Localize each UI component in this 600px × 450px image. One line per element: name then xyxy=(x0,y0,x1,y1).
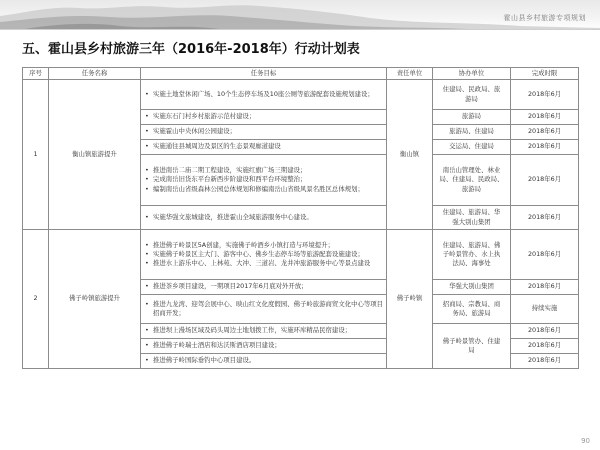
assist-unit-line: 旅游局、住建局 xyxy=(449,127,494,136)
group-number-cell: 2 xyxy=(23,230,49,369)
goal-line xyxy=(145,112,383,121)
assist-unit-line: 旅游局 xyxy=(461,184,482,193)
column-header-goal: 任务目标 xyxy=(141,68,387,80)
goal-line xyxy=(145,175,383,184)
goal-text: 推进南岳二庙二期工程建设，实施红旗广场三期建设； xyxy=(153,166,307,175)
bullet-icon: • xyxy=(145,127,149,136)
goal-text: 实施东石门村乡村旅游示范村建设； xyxy=(153,112,256,121)
deadline-cell: 2018年6月 xyxy=(511,110,579,125)
goal-line xyxy=(145,259,383,268)
document-running-title: 霍山县乡村旅游专项规划 xyxy=(503,14,586,22)
page-title: 五、霍山县乡村旅游三年（2016年-2018年）行动计划表 xyxy=(22,42,360,57)
column-header-responsible: 责任单位 xyxy=(387,68,433,80)
column-header-no: 序号 xyxy=(23,68,49,80)
task-goal-cell xyxy=(141,324,387,339)
deadline-cell: 2018年6月 xyxy=(511,324,579,339)
goal-text: 实施佛子岭景区主大门、游客中心、佛乡生态停车场等旅游配套设施建设； xyxy=(153,249,364,258)
bullet-icon: • xyxy=(145,175,149,184)
goal-line xyxy=(145,213,383,222)
task-name-cell: 佛子岭镇旅游提升 xyxy=(49,230,141,369)
assist-unit-line: 住建局、旅游局、华 xyxy=(442,208,501,217)
assist-unit-cell xyxy=(433,206,511,230)
bullet-icon: • xyxy=(145,259,149,268)
column-header-assist: 协办单位 xyxy=(433,68,511,80)
deadline-cell: 2018年6月 xyxy=(511,140,579,155)
bullet-icon: • xyxy=(145,282,149,291)
task-goal-cell xyxy=(141,339,387,354)
table-row xyxy=(23,230,579,280)
goal-line xyxy=(145,300,383,309)
goal-text: 招商开发； xyxy=(153,309,185,317)
assist-unit-line: 交运局、住建局 xyxy=(449,142,494,151)
task-goal-cell xyxy=(141,125,387,140)
task-goal-cell xyxy=(141,110,387,125)
bullet-icon: • xyxy=(145,142,149,151)
goal-text: 推进佛子岭国际垂钓中心项目建设。 xyxy=(153,356,256,365)
goal-line xyxy=(145,166,383,175)
assist-unit-line: 局、住建局、民政局、 xyxy=(439,175,504,184)
goal-text: 实施土地堂休闲广场、10个生态停车场及10座公厕等旅游配套设施规划建设； xyxy=(153,89,374,98)
deadline-cell: 2018年6月 xyxy=(511,230,579,280)
goal-line xyxy=(145,282,383,291)
bullet-icon: • xyxy=(145,299,149,308)
header-divider xyxy=(0,29,600,30)
goal-line xyxy=(145,356,383,365)
goal-text: 推进茶乡项目建设，一期项目2017年6月底对外开放； xyxy=(153,282,308,291)
group-number-cell: 1 xyxy=(23,80,49,230)
bullet-icon: • xyxy=(145,341,149,350)
bullet-icon: • xyxy=(145,240,149,249)
task-goal-cell xyxy=(141,80,387,110)
deadline-cell: 2018年6月 xyxy=(511,125,579,140)
assist-unit-line: 南岳山管理处、林业 xyxy=(442,166,501,175)
goal-line xyxy=(145,142,383,151)
assist-unit-line: 住建局、旅游局、佛 xyxy=(442,240,501,249)
task-name-cell: 衡山镇旅游提升 xyxy=(49,80,141,230)
responsible-unit-cell: 佛子岭镇 xyxy=(387,230,433,369)
assist-unit-line: 局 xyxy=(468,346,475,354)
assist-unit-line: 旅游局 xyxy=(461,112,482,121)
deadline-cell: 2018年6月 xyxy=(511,354,579,369)
bullet-icon: • xyxy=(145,326,149,335)
assist-unit-cell xyxy=(433,324,511,369)
bullet-icon: • xyxy=(145,184,149,193)
deadline-cell: 2018年6月 xyxy=(511,280,579,295)
deadline-cell: 2018年6月 xyxy=(511,80,579,110)
goal-line xyxy=(145,127,383,136)
assist-unit-cell xyxy=(433,110,511,125)
page-number: 90 xyxy=(581,437,590,445)
assist-unit-line: 法局、海事处 xyxy=(452,259,491,268)
goal-text: 推进佛子岭景区5A创建，实施佛子岭酒乡小镇打造与环境提升； xyxy=(153,240,334,249)
assist-unit-cell xyxy=(433,125,511,140)
bullet-icon: • xyxy=(145,112,149,121)
bullet-icon: • xyxy=(145,356,149,365)
action-plan-table xyxy=(22,67,579,369)
assist-unit-line: 游局 xyxy=(465,94,478,103)
goal-text: 推进水上游乐中心、上林苑、大冲、三道岩、龙井冲旅游服务中心等景点建设 xyxy=(153,259,371,268)
task-goal-cell xyxy=(141,354,387,369)
deadline-cell: 持续实施 xyxy=(511,295,579,324)
task-goal-cell xyxy=(141,280,387,295)
table-row xyxy=(23,80,579,110)
goal-text: 实施霍山中央休闲公园建设； xyxy=(153,127,237,136)
task-goal-cell xyxy=(141,140,387,155)
assist-unit-line: 佛子岭景管办、住建 xyxy=(442,336,501,345)
assist-unit-cell xyxy=(433,280,511,295)
assist-unit-cell xyxy=(433,80,511,110)
goal-text: 推进佛子岭瑞士酒店和达沃斯酒店项目建设； xyxy=(153,341,281,350)
header-band xyxy=(0,0,600,30)
assist-unit-line: 强大别山集团 xyxy=(452,217,491,226)
assist-unit-line: 子岭景管办、水上执 xyxy=(442,249,501,258)
goal-text: 推进坝上漫场区域及码头周边土地划拨工作，实施环库精品民宿建设； xyxy=(153,326,352,335)
goal-text: 实施通往县城周边及景区的生态景观廊道建设 xyxy=(153,142,281,151)
bullet-icon: • xyxy=(145,89,149,98)
assist-unit-line: 务局、旅游局 xyxy=(452,309,491,317)
assist-unit-cell xyxy=(433,140,511,155)
assist-unit-cell xyxy=(433,230,511,280)
assist-unit-line: 华强大别山集团 xyxy=(449,282,494,291)
goal-line xyxy=(145,341,383,350)
table-body xyxy=(23,80,579,369)
responsible-unit-cell: 衡山镇 xyxy=(387,80,433,230)
goal-line xyxy=(145,326,383,335)
task-goal-cell xyxy=(141,230,387,280)
goal-line xyxy=(145,185,383,194)
goal-line xyxy=(145,90,383,99)
table-header-row xyxy=(23,68,579,80)
goal-line xyxy=(145,241,383,250)
task-goal-cell xyxy=(141,155,387,206)
column-header-task: 任务名称 xyxy=(49,68,141,80)
deadline-cell: 2018年6月 xyxy=(511,155,579,206)
assist-unit-cell xyxy=(433,155,511,206)
assist-unit-line: 招商局、宗教局、商 xyxy=(442,299,501,308)
goal-line xyxy=(145,250,383,259)
goal-text: 实施华强文旅城建设，推进霍山全域旅游服务中心建设。 xyxy=(153,212,313,221)
bullet-icon: • xyxy=(145,249,149,258)
goal-text: 编制南岳山省级森林公园总体规划和修编南岳山省级风景名胜区总体规划； xyxy=(153,184,364,193)
task-goal-cell xyxy=(141,206,387,230)
bullet-icon: • xyxy=(145,212,149,221)
goal-text: 完成南岳旧货东平台新西步阶建设和西平台环境整治； xyxy=(153,175,307,184)
bullet-icon: • xyxy=(145,166,149,175)
assist-unit-line: 住建局、民政局、旅 xyxy=(442,85,501,94)
assist-unit-cell xyxy=(433,295,511,324)
deadline-cell: 2018年6月 xyxy=(511,206,579,230)
goal-line xyxy=(145,309,383,318)
goal-text: 推进九龙湾、迎驾会展中心、映山红文化度假园、佛子岭旅游商贸文化中心等项目 xyxy=(153,299,383,308)
task-goal-cell xyxy=(141,295,387,324)
deadline-cell: 2018年6月 xyxy=(511,339,579,354)
column-header-deadline: 完成时限 xyxy=(511,68,579,80)
